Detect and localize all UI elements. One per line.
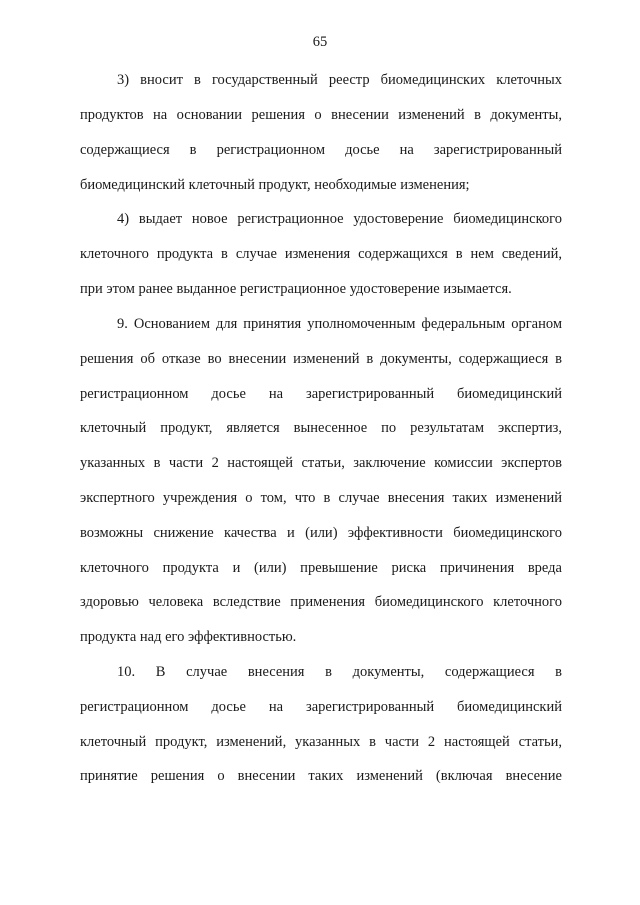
text-line: продуктов на основании решения о внесении изменений в документы, (80, 107, 562, 123)
text-line: здоровью человека вследствие применения биомедицинского клеточного (80, 594, 562, 610)
text-line: биомедицинский клеточный продукт, необходимые изменения; (80, 177, 470, 193)
text-line: содержащиеся в регистрационном досье на зарегистрированный (80, 142, 562, 158)
text-line: 9. Основанием для принятия уполномоченным федеральным органом (117, 316, 562, 332)
text-line: при этом ранее выданное регистрационное удостоверение изымается. (80, 281, 512, 297)
text-line: клеточного продукта и (или) превышение риска причинения вреда (80, 560, 562, 576)
text-line: 4) выдает новое регистрационное удостоверение биомедицинского (117, 211, 562, 227)
text-line: 3) вносит в государственный реестр биомедицинских клеточных (117, 72, 562, 88)
text-line: указанных в части 2 настоящей статьи, заключение комиссии экспертов (80, 455, 562, 471)
page-number: 65 (312, 34, 328, 50)
text-line: клеточный продукт, является вынесенное по результатам экспертиз, (80, 420, 562, 436)
text-line: принятие решения о внесении таких изменений (включая внесение (80, 768, 562, 784)
text-line: возможны снижение качества и (или) эффективности биомедицинского (80, 525, 562, 541)
text-line: 10. В случае внесения в документы, содержащиеся в (117, 664, 562, 680)
text-line: экспертного учреждения о том, что в случае внесения таких изменений (80, 490, 562, 506)
text-line: решения об отказе во внесении изменений в документы, содержащиеся в (80, 351, 562, 367)
text-line: клеточного продукта в случае изменения содержащихся в нем сведений, (80, 246, 562, 262)
text-line: продукта над его эффективностью. (80, 629, 297, 645)
text-line: клеточный продукт, изменений, указанных в части 2 настоящей статьи, (80, 734, 562, 750)
text-line: регистрационном досье на зарегистрированный биомедицинский (80, 386, 562, 402)
text-line: регистрационном досье на зарегистрированный биомедицинский (80, 699, 562, 715)
